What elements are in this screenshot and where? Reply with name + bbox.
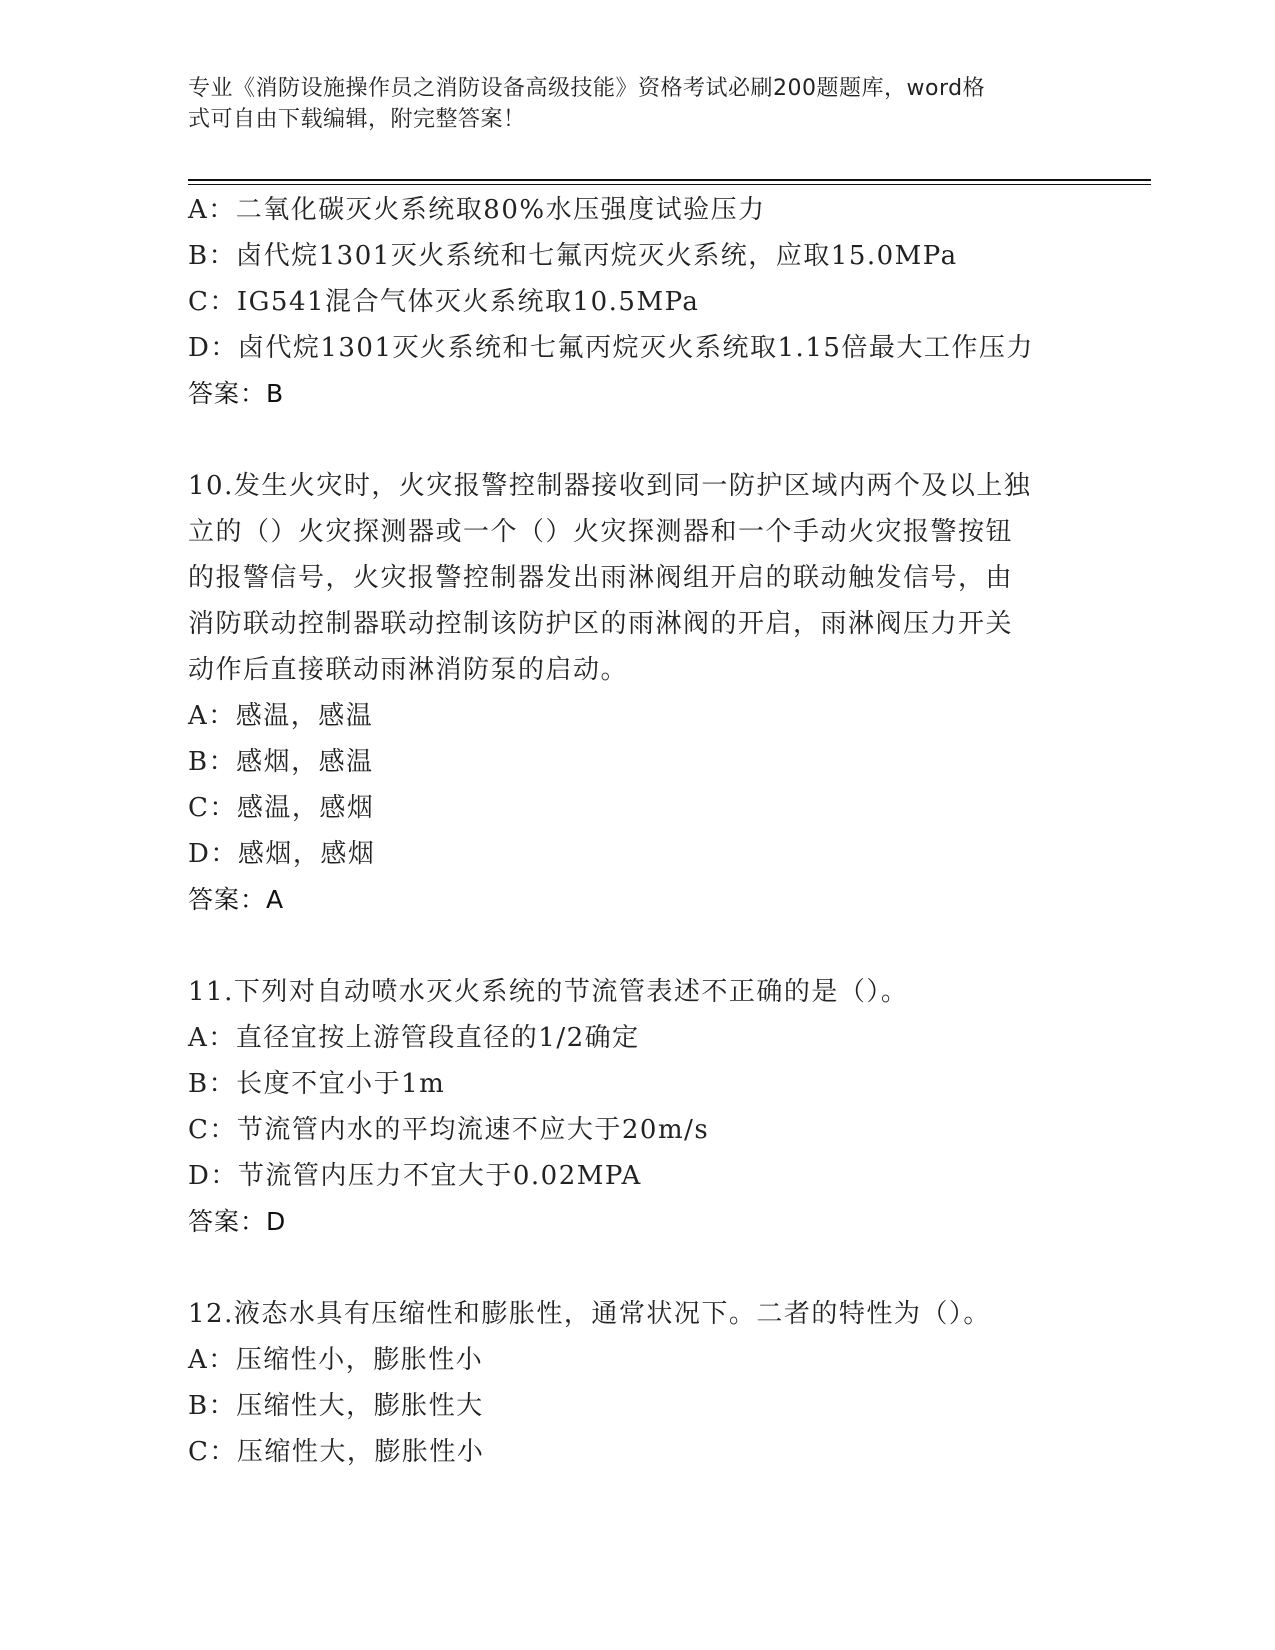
option-b: B：长度不宜小于1m [188, 1069, 446, 1099]
question-stem: 12.液态水具有压缩性和膨胀性，通常状况下。二者的特性为（）。 [188, 1299, 991, 1329]
spacer [188, 417, 1088, 463]
option-a: A：压缩性小，膨胀性小 [188, 1345, 484, 1375]
option-d: D：节流管内压力不宜大于0.02MPA [188, 1161, 642, 1191]
question-stem-line: 立的（）火灾探测器或一个（）火灾探测器和一个手动火灾报警按钮 [188, 517, 1014, 547]
answer-label: 答案：D [188, 1207, 287, 1236]
option-c: C：IG541混合气体灭火系统取10.5MPa [188, 287, 700, 317]
option-c: C：感温，感烟 [188, 793, 375, 823]
document-header [188, 73, 1088, 135]
header-line-2: 式可自由下载编辑，附完整答案！ [188, 107, 526, 132]
header-line-1: 专业《消防设施操作员之消防设备高级技能》资格考试必刷200题题库，word格 [188, 76, 986, 101]
spacer [188, 1245, 1088, 1291]
question-9 [188, 187, 1088, 417]
answer-label: 答案：B [188, 379, 285, 408]
option-a: A：感温，感温 [188, 701, 374, 731]
question-stem: 11.下列对自动喷水灭火系统的节流管表述不正确的是（）。 [188, 977, 909, 1007]
header-divider-thin [188, 184, 1151, 185]
question-stem-line: 消防联动控制器联动控制该防护区的雨淋阀的开启，雨淋阀压力开关 [188, 609, 1014, 639]
option-a: A：二氧化碳灭火系统取80%水压强度试验压力 [188, 195, 766, 225]
option-d: D：感烟，感烟 [188, 839, 376, 869]
spacer [188, 923, 1088, 969]
option-d: D：卤代烷1301灭火系统和七氟丙烷灭火系统取1.15倍最大工作压力 [188, 333, 1034, 363]
question-10 [188, 463, 1088, 923]
option-c: C：节流管内水的平均流速不应大于20m/s [188, 1115, 710, 1145]
question-stem-line: 的报警信号，火灾报警控制器发出雨淋阀组开启的联动触发信号，由 [188, 563, 1014, 593]
question-11 [188, 969, 1088, 1245]
header-divider-thick [188, 179, 1151, 181]
option-b: B：感烟，感温 [188, 747, 374, 777]
question-12 [188, 1291, 1088, 1475]
option-c: C：压缩性大，膨胀性小 [188, 1437, 485, 1467]
question-stem-line: 动作后直接联动雨淋消防泵的启动。 [188, 655, 629, 685]
question-stem-line: 10.发生火灾时，火灾报警控制器接收到同一防护区域内两个及以上独 [188, 471, 1032, 501]
answer-label: 答案：A [188, 885, 285, 914]
question-content [188, 187, 1088, 1475]
option-b: B：卤代烷1301灭火系统和七氟丙烷灭火系统，应取15.0MPa [188, 241, 958, 271]
option-a: A：直径宜按上游管段直径的1/2确定 [188, 1023, 640, 1053]
option-b: B：压缩性大，膨胀性大 [188, 1391, 484, 1421]
